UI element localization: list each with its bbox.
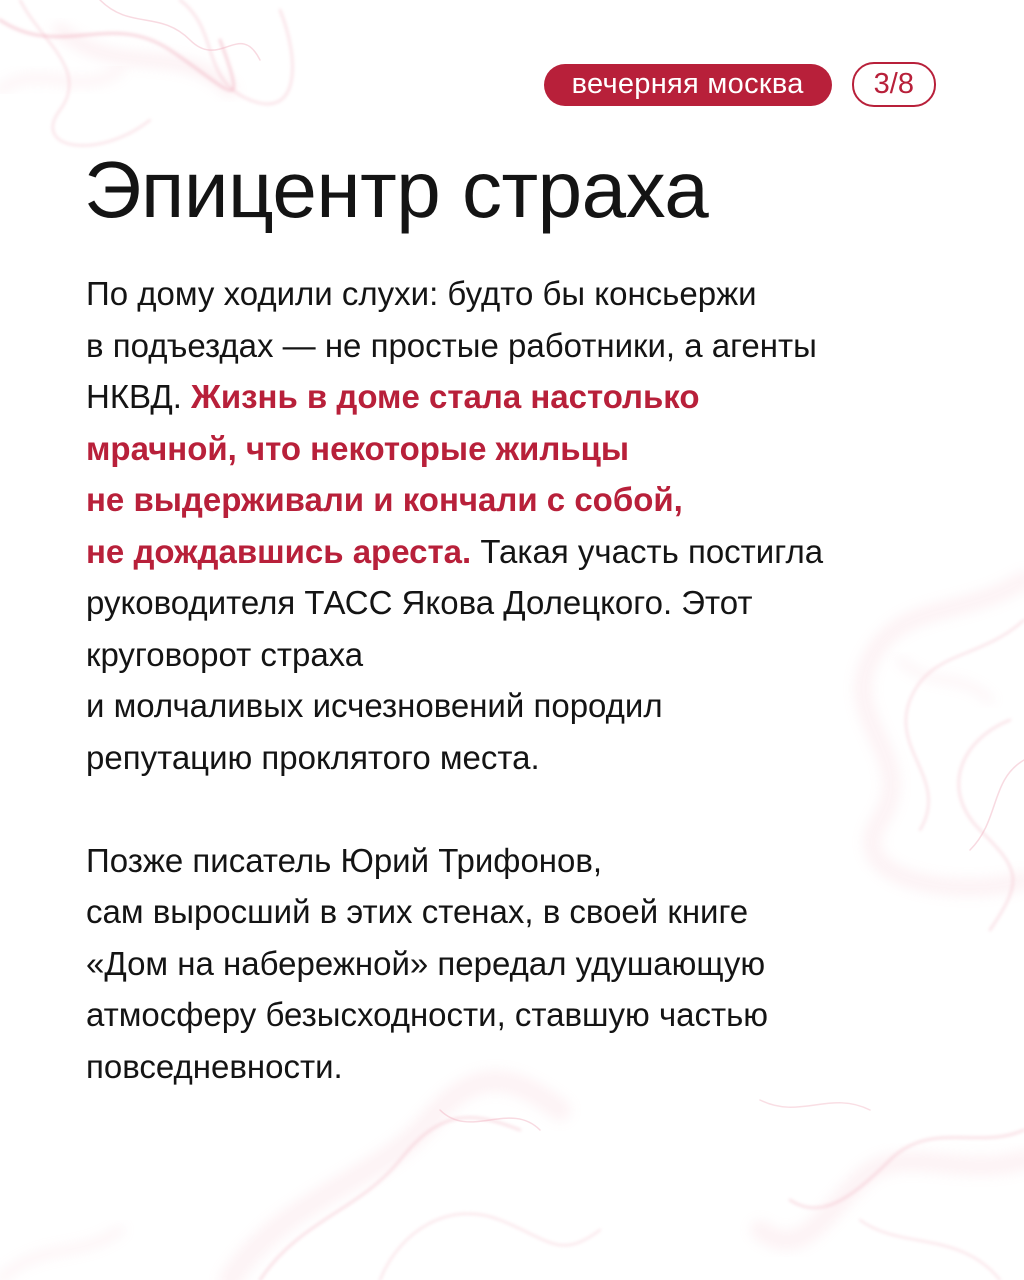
article-body [86,268,966,1092]
highlighted-text: не выдерживали и кончали с собой, [86,481,683,518]
text-line: «Дом на набережной» передал удушающую [86,944,766,982]
text-line: репутацию проклятого места. [86,738,540,776]
text-line: и молчаливых исчезновений породил [86,687,663,724]
text-line: повседневности. [86,1047,343,1085]
page-title: Эпицентр страха [84,145,709,234]
text-line: в подъездах — не простые работники, а агенты [86,326,817,364]
highlighted-text: мрачной, что некоторые жильцы [86,429,630,467]
text-line: руководителя ТАСС Якова Долецкого. Этот [86,584,753,621]
text-line: круговорот страха [86,635,364,673]
header-badges [544,62,936,107]
text-line: Такая участь постигла [480,532,824,570]
text-line: По дому ходили слухи: будто бы консьержи [86,275,757,312]
text-line: Позже писатель Юрий Трифонов, [86,841,603,879]
text-line: сам выросший в этих стенах, в своей книге [86,893,749,930]
brand-badge: вечерняя москва [544,64,832,106]
text-line: атмосферу безысходности, ставшую частью [86,996,769,1033]
paragraph-2 [86,835,966,1093]
smoke-top-left [0,0,292,145]
text-line: НКВД. [86,378,182,415]
page-counter: 3/8 [852,62,936,107]
highlighted-text: не дождавшись ареста. [86,532,472,570]
smoke-bottom [0,1081,1024,1280]
paragraph-1 [86,268,966,783]
highlighted-text: Жизнь в доме стала настолько [191,378,700,415]
